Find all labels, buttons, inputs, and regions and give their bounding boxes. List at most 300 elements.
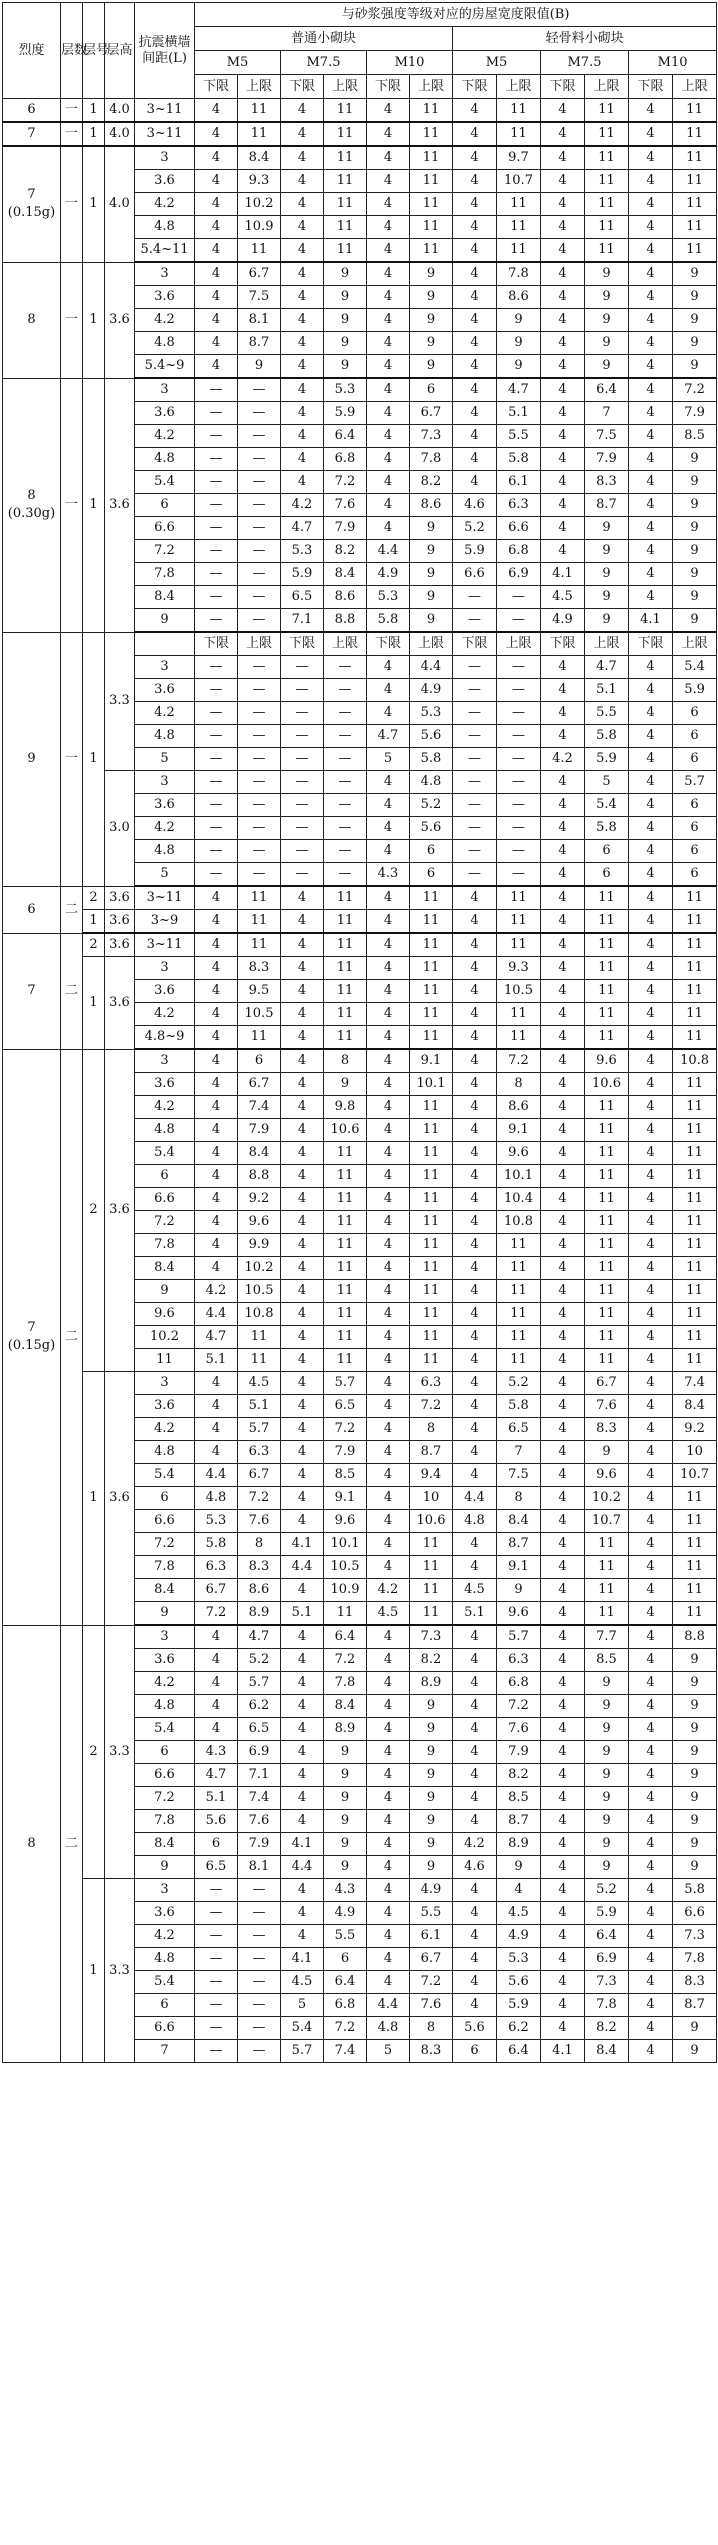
width-value-cell: 4 (629, 1741, 673, 1764)
width-value-cell: 11 (497, 239, 541, 263)
width-value-cell: — (281, 656, 324, 679)
width-value-cell: — (281, 840, 324, 863)
width-value-cell: — (238, 378, 281, 402)
width-value-cell: — (238, 2040, 281, 2063)
width-value-cell: 6.1 (410, 1925, 453, 1948)
width-value-cell: 9 (585, 586, 629, 609)
width-value-cell: 6 (673, 702, 717, 725)
width-value-cell: 4 (195, 1418, 238, 1441)
width-value-cell: 11 (238, 239, 281, 263)
width-value-cell: 5.6 (195, 1810, 238, 1833)
width-value-cell: 4 (195, 309, 238, 332)
width-value-cell: — (195, 656, 238, 679)
width-value-cell: 4 (541, 1787, 585, 1810)
width-value-cell: — (195, 2040, 238, 2063)
width-value-cell: 9 (673, 2017, 717, 2040)
header-m75: M7.5 (281, 51, 367, 75)
width-value-cell: — (195, 1902, 238, 1925)
width-value-cell: 9 (673, 1695, 717, 1718)
width-value-cell: 4 (281, 886, 324, 910)
width-value-cell: 7.6 (238, 1810, 281, 1833)
width-value-cell: 6 (585, 840, 629, 863)
width-value-cell: 4 (541, 1003, 585, 1026)
width-value-cell: 7.9 (324, 1441, 367, 1464)
width-value-cell: 4 (281, 1395, 324, 1418)
width-value-cell: 5.2 (497, 1372, 541, 1395)
width-value-cell: 4.4 (453, 1487, 497, 1510)
width-value-cell: — (324, 725, 367, 748)
width-value-cell: 4.4 (281, 1856, 324, 1879)
width-value-cell: 7.3 (673, 1925, 717, 1948)
width-value-cell: 8.2 (497, 1764, 541, 1787)
width-value-cell: 9 (497, 355, 541, 379)
wall-spacing-cell: 3 (135, 1372, 195, 1395)
width-value-cell: 6.7 (410, 402, 453, 425)
width-value-cell: 10 (410, 1487, 453, 1510)
width-value-cell: 11 (673, 1556, 717, 1579)
width-value-cell: 4 (453, 1165, 497, 1188)
width-value-cell: 4 (629, 1672, 673, 1695)
width-value-cell: 4 (629, 193, 673, 216)
width-value-cell: 4 (195, 957, 238, 980)
width-value-cell: 4 (367, 1810, 410, 1833)
width-value-cell: 4 (367, 1234, 410, 1257)
width-value-cell: 8.2 (585, 2017, 629, 2040)
width-value-cell: 4 (195, 1073, 238, 1096)
width-value-cell: 9 (410, 332, 453, 355)
width-value-cell: 4 (367, 1764, 410, 1787)
width-value-cell: 4.9 (324, 1902, 367, 1925)
width-value-cell: 4 (281, 332, 324, 355)
width-value-cell: 9 (410, 1764, 453, 1787)
width-value-cell: 4 (453, 1395, 497, 1418)
width-value-cell: 9.1 (410, 1049, 453, 1073)
width-value-cell: 5.8 (673, 1879, 717, 1902)
width-value-cell: 4 (629, 1879, 673, 1902)
width-value-cell: 4 (541, 933, 585, 957)
width-value-cell: 11 (673, 957, 717, 980)
width-value-cell: 5.8 (585, 817, 629, 840)
width-value-cell: 4 (629, 216, 673, 239)
width-value-cell: 10.1 (410, 1073, 453, 1096)
width-value-cell: 11 (324, 1326, 367, 1349)
height-cell: 3.3 (105, 1625, 135, 1879)
width-value-cell: 11 (673, 1026, 717, 1050)
wall-spacing-cell: 7.2 (135, 540, 195, 563)
width-value-cell: 7.9 (497, 1741, 541, 1764)
width-value-cell: 4.3 (324, 1879, 367, 1902)
width-value-cell: 4 (281, 1349, 324, 1372)
width-value-cell: 5.1 (238, 1395, 281, 1418)
width-value-cell: 4 (541, 1833, 585, 1856)
width-value-cell: 4 (281, 1119, 324, 1142)
width-value-cell: 11 (673, 1487, 717, 1510)
width-value-cell: 4 (453, 378, 497, 402)
width-value-cell: 9.2 (238, 1188, 281, 1211)
width-value-cell: 5.9 (585, 1902, 629, 1925)
width-value-cell: — (281, 863, 324, 887)
width-value-cell: 4 (629, 262, 673, 286)
width-value-cell: 4 (367, 1971, 410, 1994)
width-value-cell: — (195, 448, 238, 471)
width-value-cell: 8.8 (324, 609, 367, 633)
width-value-cell: 8.7 (497, 1810, 541, 1833)
width-value-cell: 4 (367, 1188, 410, 1211)
width-value-cell: 4 (541, 1142, 585, 1165)
width-value-cell: 11 (585, 193, 629, 216)
width-value-cell: 5.9 (497, 1994, 541, 2017)
width-value-cell: 7.1 (281, 609, 324, 633)
width-value-cell: — (497, 679, 541, 702)
width-value-cell: 6.2 (238, 1695, 281, 1718)
width-value-cell: 4.5 (453, 1579, 497, 1602)
width-value-cell: 11 (673, 1257, 717, 1280)
width-value-cell: 4 (367, 1856, 410, 1879)
wall-spacing-cell: 5.4~9 (135, 355, 195, 379)
wall-spacing-cell: 8.4 (135, 1257, 195, 1280)
width-value-cell: 4.2 (195, 1280, 238, 1303)
width-value-cell: 4 (453, 1810, 497, 1833)
width-value-cell: 4 (367, 99, 410, 123)
width-value-cell: 11 (410, 1579, 453, 1602)
width-value-cell: 5.1 (281, 1602, 324, 1626)
width-value-cell: 4 (629, 355, 673, 379)
width-value-cell: 11 (497, 1026, 541, 1050)
width-value-cell: 6.3 (195, 1556, 238, 1579)
width-value-cell: 4 (541, 1902, 585, 1925)
width-value-cell: 11 (324, 933, 367, 957)
width-value-cell: — (238, 1902, 281, 1925)
width-value-cell: 4 (629, 563, 673, 586)
wall-spacing-cell: 3.6 (135, 170, 195, 193)
width-value-cell: 4 (281, 239, 324, 263)
wall-spacing-cell: 7.8 (135, 1556, 195, 1579)
width-value-cell: 8.5 (673, 425, 717, 448)
width-value-cell: 4 (629, 1257, 673, 1280)
width-value-cell: 4 (367, 170, 410, 193)
width-value-cell: 4 (629, 1856, 673, 1879)
wall-spacing-cell: 3 (135, 146, 195, 170)
width-value-cell: 4 (281, 1003, 324, 1026)
width-value-cell: 4 (453, 933, 497, 957)
width-value-cell: 6.5 (324, 1395, 367, 1418)
wall-spacing-cell: 4.2 (135, 193, 195, 216)
width-value-cell: 4 (281, 448, 324, 471)
width-value-cell: 4.5 (497, 1902, 541, 1925)
width-value-cell: 7.9 (238, 1119, 281, 1142)
width-value-cell: 4 (541, 1764, 585, 1787)
height-cell: 4.0 (105, 122, 135, 146)
width-value-cell: 9 (324, 1787, 367, 1810)
width-value-cell: 6 (673, 794, 717, 817)
width-value-cell: 4 (497, 1879, 541, 1902)
width-value-cell: 5.4 (585, 794, 629, 817)
width-value-cell: 11 (585, 1280, 629, 1303)
width-value-cell: 4 (629, 471, 673, 494)
width-value-cell: 4 (367, 1026, 410, 1050)
width-value-cell: 4 (629, 1188, 673, 1211)
width-value-cell: 4 (281, 1165, 324, 1188)
width-value-cell: 4 (629, 886, 673, 910)
width-value-cell: 4 (195, 1026, 238, 1050)
width-value-cell: 9 (324, 1810, 367, 1833)
width-value-cell: 4 (541, 817, 585, 840)
width-value-cell: 4 (541, 1096, 585, 1119)
width-value-cell: 4 (367, 1487, 410, 1510)
width-value-cell: 4 (281, 170, 324, 193)
width-value-cell: 4 (453, 1741, 497, 1764)
width-value-cell: 7.6 (324, 494, 367, 517)
width-value-cell: 4 (541, 1533, 585, 1556)
width-value-cell: 9 (410, 1787, 453, 1810)
width-value-cell: 9.7 (497, 146, 541, 170)
width-value-cell: 4.8 (453, 1510, 497, 1533)
width-value-cell: 10.2 (238, 1257, 281, 1280)
wall-spacing-cell: 9 (135, 1856, 195, 1879)
width-value-cell: — (238, 609, 281, 633)
width-value-cell: 4 (541, 863, 585, 887)
width-value-cell: 6 (673, 725, 717, 748)
width-value-cell: 11 (410, 1003, 453, 1026)
width-value-cell: 11 (673, 170, 717, 193)
width-value-cell: 4 (541, 1165, 585, 1188)
width-value-cell: 5.8 (410, 748, 453, 771)
width-value-cell: 4 (453, 193, 497, 216)
width-value-cell: 4 (195, 1188, 238, 1211)
width-value-cell: 6 (453, 2040, 497, 2063)
width-value-cell: 4.5 (541, 586, 585, 609)
width-value-cell: 8.6 (238, 1579, 281, 1602)
width-value-cell: 11 (585, 1211, 629, 1234)
width-value-cell: 4 (195, 122, 238, 146)
width-value-cell: — (238, 448, 281, 471)
table-row (3, 632, 717, 656)
width-value-cell: 8.4 (238, 146, 281, 170)
width-value-cell: 4 (367, 1372, 410, 1395)
width-value-cell: 9 (410, 355, 453, 379)
width-value-cell: 4 (453, 1625, 497, 1649)
wall-spacing-cell: 4.2 (135, 1096, 195, 1119)
width-value-cell: 4 (541, 286, 585, 309)
width-value-cell: 11 (585, 1003, 629, 1026)
width-value-cell: 4 (195, 146, 238, 170)
width-value-cell: 9.6 (585, 1464, 629, 1487)
width-value-cell: 11 (585, 1533, 629, 1556)
width-value-cell: — (453, 656, 497, 679)
width-value-cell: 8.5 (324, 1464, 367, 1487)
width-value-cell: 9.6 (324, 1510, 367, 1533)
width-value-cell: — (238, 771, 281, 794)
width-value-cell: 5.7 (497, 1625, 541, 1649)
width-value-cell: 9.1 (497, 1119, 541, 1142)
width-value-cell: 11 (410, 146, 453, 170)
width-value-cell: 5.3 (367, 586, 410, 609)
width-value-cell: 11 (673, 1188, 717, 1211)
wall-spacing-cell: 3 (135, 1625, 195, 1649)
width-value-cell: 4 (367, 146, 410, 170)
wall-spacing-cell: 3.6 (135, 980, 195, 1003)
width-value-cell: 4 (281, 1925, 324, 1948)
layers-cell: 一 (61, 146, 83, 262)
width-value-cell: — (497, 702, 541, 725)
width-value-cell: 8 (238, 1533, 281, 1556)
width-value-cell: 11 (410, 980, 453, 1003)
width-value-cell: 11 (324, 1280, 367, 1303)
width-value-cell: 11 (497, 1280, 541, 1303)
width-value-cell: 6.7 (195, 1579, 238, 1602)
width-value-cell: — (497, 748, 541, 771)
width-value-cell: 6.9 (497, 563, 541, 586)
width-value-cell: 4 (629, 448, 673, 471)
width-value-cell: 5.1 (195, 1787, 238, 1810)
width-value-cell: 11 (585, 1119, 629, 1142)
width-value-cell: 11 (585, 957, 629, 980)
width-value-cell: 4 (541, 1464, 585, 1487)
wall-spacing-cell: 5.4 (135, 1718, 195, 1741)
width-value-cell: 9 (324, 309, 367, 332)
wall-spacing-cell: 5 (135, 863, 195, 887)
width-value-cell: — (238, 748, 281, 771)
width-value-cell: 9 (673, 1856, 717, 1879)
width-value-cell: 4.1 (541, 2040, 585, 2063)
width-value-cell: 9 (585, 1856, 629, 1879)
width-value-cell: 4 (195, 1211, 238, 1234)
width-value-cell: — (195, 863, 238, 887)
width-value-cell: 10.5 (238, 1003, 281, 1026)
width-value-cell: 11 (324, 1188, 367, 1211)
wall-spacing-cell: 5.4~11 (135, 239, 195, 263)
width-value-cell: 7.8 (324, 1672, 367, 1695)
height-cell: 3.6 (105, 1372, 135, 1626)
width-value-cell: 10.9 (238, 216, 281, 239)
width-value-cell: — (195, 1948, 238, 1971)
width-value-cell: — (324, 679, 367, 702)
width-value-cell: 11 (585, 1142, 629, 1165)
width-value-cell: 11 (410, 193, 453, 216)
wall-spacing-cell: 4.2 (135, 1672, 195, 1695)
width-value-cell: 4 (541, 494, 585, 517)
header-m10: M10 (629, 51, 717, 75)
width-value-cell: 11 (585, 1188, 629, 1211)
width-value-cell: 4.4 (195, 1303, 238, 1326)
width-value-cell: 4 (195, 980, 238, 1003)
width-value-cell: 11 (410, 933, 453, 957)
width-value-cell: 4 (629, 1142, 673, 1165)
header-lower: 下限 (541, 75, 585, 99)
width-value-cell: — (238, 494, 281, 517)
width-value-cell: 4 (541, 1211, 585, 1234)
width-value-cell: 4 (195, 1718, 238, 1741)
width-value-cell: 4 (541, 402, 585, 425)
width-value-cell: 4 (629, 1810, 673, 1833)
width-value-cell: 6.9 (238, 1741, 281, 1764)
wall-spacing-cell: 6.6 (135, 2017, 195, 2040)
wall-spacing-cell: 3~11 (135, 886, 195, 910)
width-value-cell: 11 (585, 1579, 629, 1602)
width-value-cell: 4 (367, 286, 410, 309)
width-value-cell: 9.6 (238, 1211, 281, 1234)
header-group-title: 与砂浆强度等级对应的房屋宽度限值(B) (195, 3, 717, 27)
wall-spacing-cell: 7.2 (135, 1533, 195, 1556)
width-value-cell: 4 (541, 1741, 585, 1764)
width-value-cell: 4 (629, 980, 673, 1003)
width-value-cell: — (497, 586, 541, 609)
wall-spacing-cell: 3 (135, 1049, 195, 1073)
width-value-cell: 4 (629, 656, 673, 679)
wall-spacing-cell: 6 (135, 1487, 195, 1510)
width-value-cell: 11 (673, 1303, 717, 1326)
width-value-cell: 9 (673, 471, 717, 494)
width-value-cell: 11 (673, 1579, 717, 1602)
width-value-cell: 11 (324, 910, 367, 934)
width-value-cell: 7.6 (238, 1510, 281, 1533)
width-value-cell: 4 (541, 1879, 585, 1902)
width-value-cell: — (238, 702, 281, 725)
width-value-cell: 9 (673, 1741, 717, 1764)
wall-spacing-cell: 7 (135, 2040, 195, 2063)
width-value-cell: 11 (410, 1211, 453, 1234)
wall-spacing-cell: 9 (135, 1602, 195, 1626)
width-value-cell: 4 (629, 378, 673, 402)
width-value-cell: 4.4 (281, 1556, 324, 1579)
width-value-cell: 11 (324, 170, 367, 193)
wall-spacing-cell: 9 (135, 1280, 195, 1303)
width-value-cell: — (195, 2017, 238, 2040)
width-value-cell: 4 (629, 1464, 673, 1487)
width-value-cell: — (195, 378, 238, 402)
width-value-cell: 4.7 (585, 656, 629, 679)
width-value-cell: 6 (410, 840, 453, 863)
width-value-cell: 11 (585, 170, 629, 193)
width-value-cell: 6 (410, 378, 453, 402)
width-value-cell: 10.8 (673, 1049, 717, 1073)
width-value-cell: 4 (367, 517, 410, 540)
intensity-cell: 7 (3, 933, 61, 1049)
width-value-cell: 5.3 (410, 702, 453, 725)
layers-cell: 二 (61, 933, 83, 1049)
width-value-cell: 4 (281, 1902, 324, 1925)
height-cell: 3.6 (105, 378, 135, 632)
floor-cell: 2 (83, 1049, 105, 1372)
width-value-cell: 8.7 (238, 332, 281, 355)
width-value-cell: 4 (629, 1096, 673, 1119)
width-value-cell: 4.1 (629, 609, 673, 633)
height-cell: 3.0 (105, 771, 135, 887)
width-value-cell: 10.2 (238, 193, 281, 216)
width-value-cell: 5.1 (453, 1602, 497, 1626)
width-value-cell: 4 (453, 1649, 497, 1672)
layers-cell: 一 (61, 378, 83, 632)
width-value-cell: 4 (281, 1787, 324, 1810)
width-value-cell: 11 (238, 99, 281, 123)
wall-spacing-cell: 5.4 (135, 1971, 195, 1994)
width-value-cell: 4 (453, 239, 497, 263)
width-value-cell: 11 (238, 1026, 281, 1050)
width-value-cell: 4 (195, 99, 238, 123)
width-value-cell: 11 (324, 980, 367, 1003)
width-value-cell: — (195, 586, 238, 609)
floor-cell: 1 (83, 146, 105, 262)
width-value-cell: 5.9 (453, 540, 497, 563)
width-value-cell: — (497, 817, 541, 840)
width-value-cell: 5.7 (238, 1672, 281, 1695)
table-row (3, 1625, 717, 1649)
width-value-cell: 4 (629, 239, 673, 263)
width-value-cell: — (238, 517, 281, 540)
width-value-cell: 4 (195, 286, 238, 309)
width-value-cell: — (497, 656, 541, 679)
width-value-cell: 7.4 (673, 1372, 717, 1395)
